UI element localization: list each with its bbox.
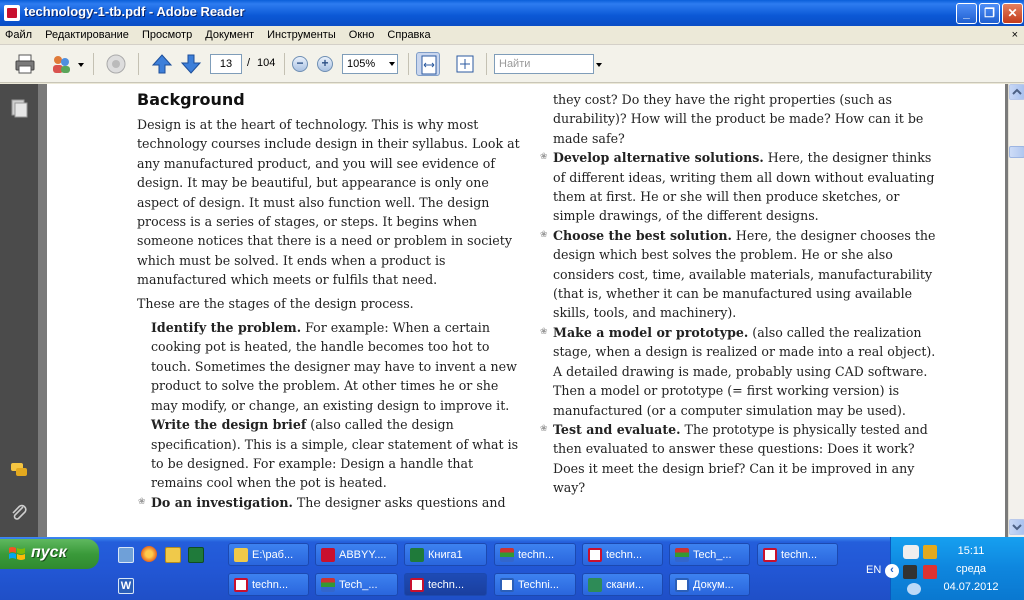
left-column <box>137 91 525 512</box>
section-heading: Background <box>137 90 245 109</box>
menu-file[interactable]: Файл <box>5 29 33 41</box>
toolbar-separator <box>486 53 487 75</box>
stages-intro: These are the stages of the design process. <box>137 295 414 311</box>
abbyy-icon <box>321 548 335 562</box>
task-button[interactable]: скани... <box>582 573 663 596</box>
close-button[interactable]: ✕ <box>1002 3 1023 24</box>
scanner-icon <box>588 578 602 592</box>
task-button-active[interactable]: techn... <box>404 573 487 596</box>
task-button[interactable]: techn... <box>582 543 663 566</box>
arrow-up-icon <box>150 52 174 76</box>
stamp-icon <box>104 52 128 76</box>
next-page-button[interactable] <box>179 52 203 76</box>
winrar-icon <box>321 578 335 592</box>
arrow-down-icon <box>179 52 203 76</box>
printer-icon <box>13 52 37 76</box>
task-button[interactable]: techn... <box>228 573 309 596</box>
tray-expand-icon[interactable]: ‹ <box>885 564 899 578</box>
word-doc-icon <box>500 578 514 592</box>
task-button[interactable]: Книга1 <box>404 543 487 566</box>
word-icon[interactable]: W <box>118 578 134 594</box>
toolbar-separator <box>408 53 409 75</box>
attachments-icon[interactable] <box>9 502 29 522</box>
zoom-out-button[interactable]: − <box>292 56 308 72</box>
volume-icon[interactable] <box>907 583 921 595</box>
excel-icon[interactable] <box>188 547 204 563</box>
scroll-down-button[interactable] <box>1009 519 1024 535</box>
task-button[interactable]: Tech_... <box>669 543 750 566</box>
clock-date: 04.07.2012 <box>943 581 999 593</box>
word-doc-icon <box>675 578 689 592</box>
fit-width-icon <box>417 53 441 77</box>
close-document-button[interactable]: × <box>1011 29 1018 41</box>
pdf-icon <box>410 578 424 592</box>
vertical-scrollbar[interactable] <box>1008 84 1024 537</box>
intro-paragraph: Design is at the heart of technology. This is why most technology courses include design in their syllabus. Look at any manufactured product, and you will see evidence of design. It may be beautiful, but appearance is only one aspect of design. It must also function well. The design process is a series of stages, or steps. It begins when someone notices that there is a need or problem in society which must be solved. It ends when a product is manufactured which meets or fulfils that need. <box>137 117 520 288</box>
firefox-icon[interactable] <box>141 546 157 562</box>
pdf-icon <box>234 578 248 592</box>
start-button[interactable] <box>0 539 99 569</box>
task-button[interactable]: Докум... <box>669 573 750 596</box>
toolbar-separator <box>93 53 94 75</box>
list-item: ❀ Do an investigation. The designer asks questions and <box>151 493 525 512</box>
folder-icon[interactable] <box>165 547 181 563</box>
pdf-page <box>47 84 1005 537</box>
task-button[interactable]: E:\раб... <box>228 543 309 566</box>
start-label: пуск <box>31 544 67 561</box>
menu-document[interactable]: Документ <box>205 29 255 41</box>
clock[interactable] <box>931 544 1011 595</box>
menu-bar <box>0 26 1024 45</box>
list-item: ❀ Choose the best solution. Here, the designer chooses the design which best solves the problem. He or she also considers cost, time, available materials, manufacturability (that is, whether it can be manufactured using available skills, tools, and machinery). <box>553 226 938 323</box>
restore-button[interactable]: ❐ <box>979 3 1000 24</box>
search-input[interactable]: Найти <box>494 54 594 74</box>
menu-edit[interactable]: Редактирование <box>45 29 129 41</box>
zoom-in-button[interactable]: + <box>317 56 333 72</box>
collaborate-button[interactable] <box>49 52 73 76</box>
search-dropdown-icon[interactable] <box>596 63 602 67</box>
excel-icon <box>410 548 424 562</box>
menu-window[interactable]: Окно <box>348 29 375 41</box>
page-total: 104 <box>257 57 276 69</box>
scroll-up-button[interactable] <box>1009 84 1024 100</box>
usb-icon[interactable] <box>903 565 917 579</box>
list-item: ❀ Test and evaluate. The prototype is physically tested and then evaluated to answer these questions: Does it work? Does it meet the design brief? Can it be improved in any way? <box>553 420 938 498</box>
clock-time: 15:11 <box>957 545 985 557</box>
zoom-dropdown-icon[interactable] <box>389 62 395 66</box>
adobe-reader-icon <box>4 5 20 21</box>
people-icon <box>49 52 73 76</box>
task-button[interactable]: ABBYY.... <box>315 543 398 566</box>
winrar-icon <box>675 548 689 562</box>
menu-help[interactable]: Справка <box>387 29 431 41</box>
toolbar <box>0 45 1024 83</box>
clock-day: среда <box>955 563 987 575</box>
list-item: ❀ Make a model or prototype. (also called the realization stage, when a design is realized or made into a real object). A detailed drawing is made, probably using CAD software. Then a model or prototype (= first working version) is manufactured (or a computer simulation may be used). <box>553 323 938 420</box>
task-button[interactable]: techn... <box>757 543 838 566</box>
taskbar <box>0 537 1024 600</box>
zoom-value: 105% <box>347 58 376 70</box>
task-button[interactable]: techn... <box>494 543 576 566</box>
system-tray <box>890 537 1024 600</box>
print-button[interactable] <box>13 52 37 76</box>
winrar-icon <box>500 548 514 562</box>
previous-page-button[interactable] <box>150 52 174 76</box>
navigation-panel <box>0 84 38 537</box>
task-button[interactable]: Tech_... <box>315 573 398 596</box>
menu-view[interactable]: Просмотр <box>141 29 193 41</box>
document-view[interactable] <box>38 84 1008 537</box>
pages-icon[interactable] <box>9 98 29 118</box>
scroll-thumb[interactable] <box>1009 146 1024 158</box>
window-title: technology-1-tb.pdf - Adobe Reader <box>24 4 245 19</box>
right-column <box>553 90 938 498</box>
toolbar-separator <box>284 53 285 75</box>
pdf-icon <box>588 548 602 562</box>
menu-tools[interactable]: Инструменты <box>267 29 336 41</box>
collaborate-dropdown-icon[interactable] <box>78 63 84 67</box>
windows-flag-icon <box>8 545 26 563</box>
list-item: ❀ Develop alternative solutions. Here, the designer thinks of different ideas, writing them all down without evaluating them at first. He or she will then produce sketches, or simple drawings, of the different designs. <box>553 148 938 226</box>
fit-page-icon <box>453 52 477 76</box>
fit-width-button[interactable] <box>416 52 440 76</box>
minimize-button[interactable]: _ <box>956 3 977 24</box>
sign-button[interactable] <box>104 52 128 76</box>
comments-icon[interactable] <box>9 460 29 480</box>
page-separator: / <box>247 57 251 69</box>
eye-icon[interactable] <box>903 545 919 559</box>
show-desktop-icon[interactable] <box>118 547 134 563</box>
title-bar <box>0 0 1024 26</box>
pdf-icon <box>763 548 777 562</box>
page-number-input[interactable]: 13 <box>210 54 242 74</box>
list-item: Write the design brief (also called the design specification). This is a simple, clear statement of what is to be designed. For example: Design a handle that remains cool when the pot is heated. <box>151 417 519 491</box>
list-item: Identify the problem. For example: When a certain cooking pot is heated, the handle becomes too hot to touch. Sometimes the designer may have to invent a new product to solve the problem. At other times he or she may modify, or change, an existing design to improve it. <box>151 320 517 413</box>
task-button[interactable]: Techni... <box>494 573 576 596</box>
continuation-paragraph: they cost? Do they have the right properties (such as durability)? How will the product be made? How can it be made safe? <box>553 92 924 146</box>
fit-page-button[interactable] <box>453 52 477 76</box>
folder-icon <box>234 548 248 562</box>
language-indicator[interactable]: EN <box>866 564 882 576</box>
toolbar-separator <box>138 53 139 75</box>
